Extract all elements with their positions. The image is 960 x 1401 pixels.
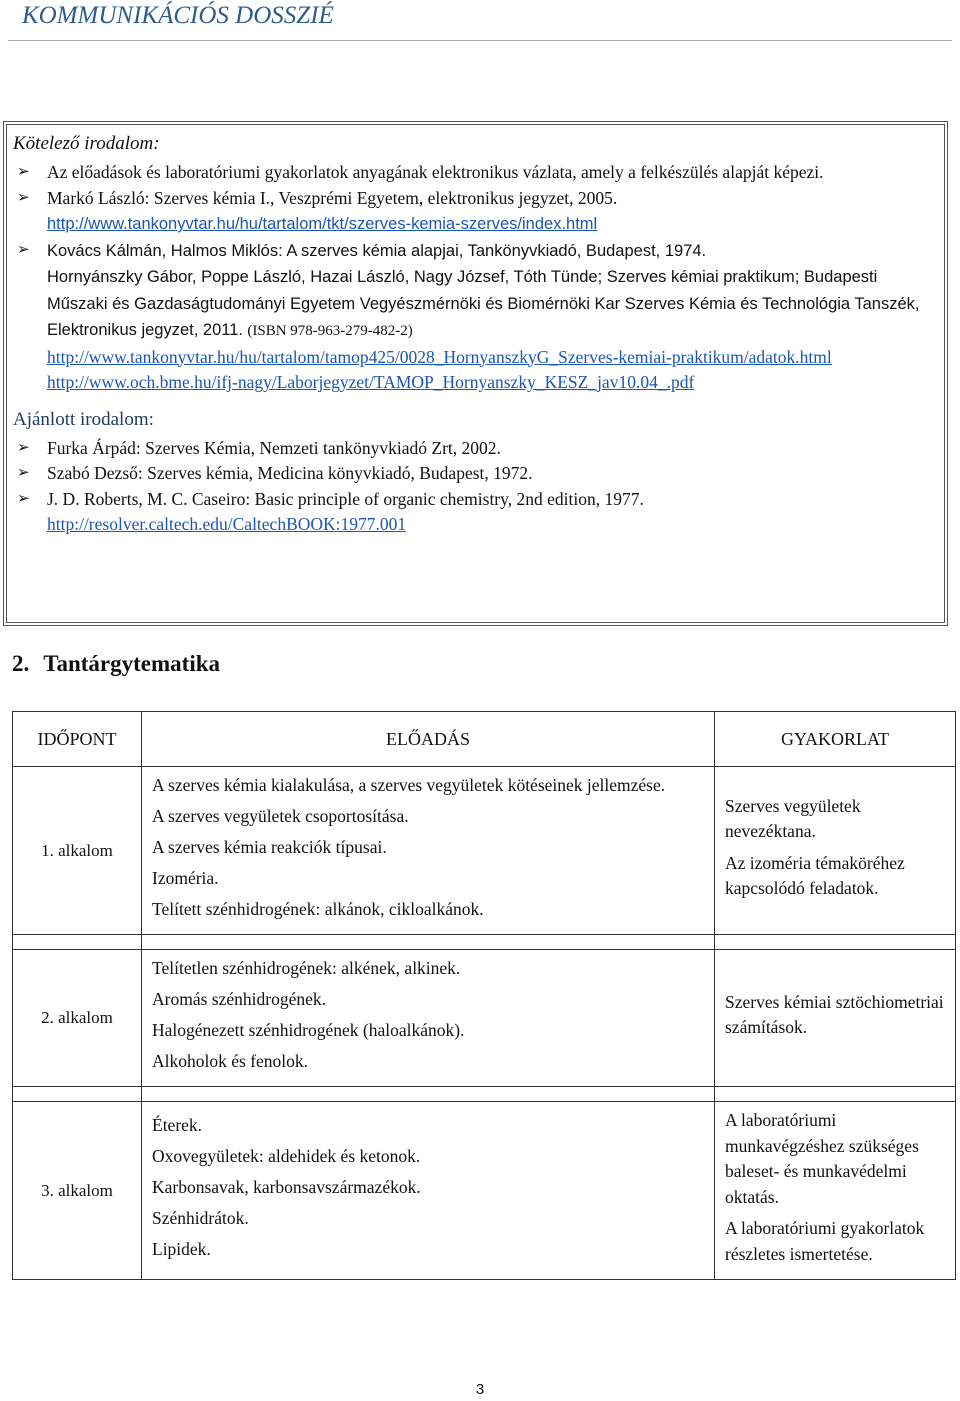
list-item: ➢ Kovács Kálmán, Halmos Miklós: A szerves kémia alapjai, Tankönyvkiadó, Budapest, 1974. [13, 238, 938, 265]
list-item: ➢ Markó László: Szerves kémia I., Veszprémi Egyetem, elektronikus jegyzet, 2005. http://www.tankonyvtar.hu/hu/tartalom/tkt/szerves-kemia-szerves/index.html [17, 187, 618, 233]
list-item: ➢ Az előadások és laboratóriumi gyakorlatok anyagának elektronikus vázlata, amely a felkészülés alapját képezi. [13, 160, 938, 186]
required-literature-title: Kötelező irodalom: [13, 133, 160, 154]
arrowhead-bullet-icon: ➢ [17, 241, 30, 258]
recommended-literature-title: Ajánlott irodalom: [13, 408, 154, 430]
section-heading: 2. Tantárgytematika [12, 651, 221, 676]
row-date: 3. alkalom [13, 1102, 142, 1280]
list-item: ➢ Szabó Dezső: Szerves kémia, Medicina könyvkiadó, Budapest, 1972. [13, 461, 938, 487]
arrowhead-bullet-icon: ➢ [17, 189, 30, 206]
list-item: ➢ Furka Árpád: Szerves Kémia, Nemzeti tankönyvkiadó Zrt, 2002. [13, 436, 938, 462]
row-date: 1. alkalom [13, 767, 142, 935]
row-practice: Szerves vegyületek nevezéktana. Az izoméria témaköréhez kapcsolódó feladatok. [715, 767, 956, 935]
header-divider [8, 40, 952, 41]
arrowhead-bullet-icon: ➢ [17, 465, 30, 481]
syllabus-table [12, 711, 956, 1280]
list-item: Hornyánszky Gábor, Poppe László, Hazai László, Nagy József, Tóth Tünde; Szerves kémiai praktikum; Budapesti Műszaki és Gazdaságtudományi Egyetem Vegyészmérnöki és Biomérnöki Kar Szerves Kémia és Technológia Tanszék, Elektronikus jegyzet, 2011. (ISBN 978-963-279-482-2) http://www.tankonyvtar.hu/hu/tartalom/tamop425/0028_HornyanszkyG_Szerves-kemiai-praktikum/adatok.html http://www.och.bme.hu/ifj-nagy/Laborjegyzet/TAMOP_Hornyanszky_KESZ_jav10.04_.pdf [47, 268, 920, 392]
row-lecture: Telítetlen szénhidrogének: alkének, alkinek. Aromás szénhidrogének. Halogénezett szénhidrogének (haloalkánok). Alkoholok és fenolok. [142, 950, 715, 1087]
header-practice: GYAKORLAT [715, 712, 956, 767]
row-date: 2. alkalom [13, 950, 142, 1087]
arrowhead-bullet-icon: ➢ [17, 490, 30, 507]
row-lecture: Éterek. Oxovegyületek: aldehidek és ketonok. Karbonsavak, karbonsavszármazékok. Szénhidrátok. Lipidek. [142, 1102, 715, 1280]
table-row [13, 1102, 956, 1280]
list-item: ➢ J. D. Roberts, M. C. Caseiro: Basic principle of organic chemistry, 2nd edition, 1977. http://resolver.caltech.edu/CaltechBOOK:1977.001 [17, 488, 644, 534]
link-tankonyvtar-hornyanszky[interactable]: http://www.tankonyvtar.hu/hu/tartalom/tamop425/0028_HornyanszkyG_Szerves-kemiai-praktikum/adatok.html [47, 346, 832, 367]
table-row [13, 767, 956, 935]
recommended-literature-list [13, 436, 938, 538]
header-date: IDŐPONT [13, 712, 142, 767]
page-header-title: KOMMUNIKÁCIÓS DOSSZIÉ [22, 2, 334, 29]
row-lecture: A szerves kémia kialakulása, a szerves vegyületek kötéseinek jellemzése. A szerves vegyületek csoportosítása. A szerves kémia reakciók típusai. Izoméria. Telített szénhidrogének: alkánok, cikloalkánok. [142, 767, 715, 935]
literature-box [3, 121, 948, 626]
link-caltech-book[interactable]: http://resolver.caltech.edu/CaltechBOOK:1977.001 [47, 514, 407, 534]
link-bme-laborjegyzet[interactable]: http://www.och.bme.hu/ifj-nagy/Laborjegyzet/TAMOP_Hornyanszky_KESZ_jav10.04_.pdf [47, 372, 695, 392]
required-literature-list [13, 160, 938, 396]
arrowhead-bullet-icon: ➢ [17, 439, 30, 456]
arrowhead-bullet-icon: ➢ [17, 164, 30, 180]
isbn-text: (ISBN 978-963-279-482-2) [247, 323, 413, 339]
header-lecture: ELŐADÁS [142, 712, 715, 767]
link-tankonyvtar-marko[interactable]: http://www.tankonyvtar.hu/hu/tartalom/tkt/szerves-kemia-szerves/index.html [47, 215, 598, 233]
row-practice: Szerves kémiai sztöchiometriai számítások. [715, 950, 956, 1087]
page-number: 3 [475, 1381, 485, 1398]
table-header-row [13, 712, 956, 767]
table-row [13, 950, 956, 1087]
row-practice: A laboratóriumi munkavégzéshez szükséges baleset- és munkavédelmi oktatás. A laboratóriumi gyakorlatok részletes ismertetése. [715, 1102, 956, 1280]
